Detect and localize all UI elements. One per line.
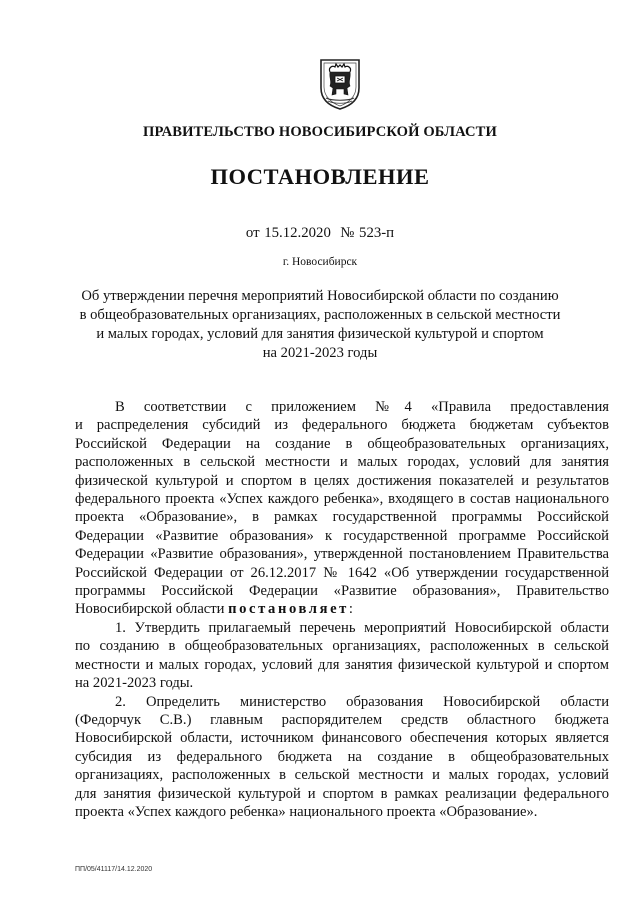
body-line: (Федорчук С.В.) главным распорядителем средств областного бюджета: [75, 711, 609, 728]
body-line: Федерации «Развитие образования» к государственной программе Российской: [75, 527, 609, 544]
decree-word: постановляет: [228, 601, 349, 618]
body-line: местности и малых городах, условий для занятия физической культурой и спортом: [75, 656, 609, 673]
decree-suffix: :: [348, 601, 353, 618]
body-line: организациях, расположенных в сельской местности и малых городах, условий: [75, 767, 609, 784]
document-date-number: от 15.12.2020 № 523-п: [245, 225, 395, 241]
subject-line: на 2021-2023 годы: [262, 345, 378, 361]
body-line: Новосибирской области, источником финансового обеспечения которых является: [75, 730, 609, 747]
body-line: расположенных в сельской местности и малых городах, условий для занятия: [75, 454, 609, 471]
document-body: [75, 398, 609, 821]
subject-line: в общеобразовательных организациях, расположенных в сельской местности: [79, 307, 561, 323]
body-line: 1. Утвердить прилагаемый перечень мероприятий Новосибирской области: [115, 619, 609, 636]
body-line: и распределения субсидий из федерального бюджета бюджетам субъектов: [75, 417, 609, 434]
subject-line: Об утверждении перечня мероприятий Новосибирской области по созданию: [81, 288, 559, 304]
body-line: 2. Определить министерство образования Новосибирской области: [115, 693, 609, 710]
preamble-paragraph: [75, 398, 609, 619]
document-subject: [70, 287, 570, 363]
decree-prefix: Новосибирской области: [75, 601, 229, 618]
body-line: для занятия физической культурой и спортом в рамках реализации федерального: [75, 785, 609, 802]
item-2-paragraph: [75, 693, 609, 822]
issue-city: г. Новосибирск: [282, 256, 358, 268]
body-line: проекта «Успех каждого ребенка» национального проекта «Образование».: [75, 803, 538, 820]
body-line: Российской Федерации на создание в общеобразовательных организациях,: [75, 435, 609, 452]
government-title: ПРАВИТЕЛЬСТВО НОВОСИБИРСКОЙ ОБЛАСТИ: [143, 124, 497, 140]
document-code: ПП/05/41117/14.12.2020: [75, 866, 153, 873]
body-line: федерального проекта «Успех каждого ребенка», входящего в состав национального: [75, 491, 609, 508]
item-1-paragraph: [75, 619, 609, 693]
body-line: Российской Федерации от 26.12.2017 № 1642 «Об утверждении государственной: [75, 564, 609, 581]
body-line: В соответствии с приложением №4 «Правила предоставления: [115, 399, 609, 415]
body-line-decree: [75, 600, 609, 618]
document-type-title: ПОСТАНОВЛЕНИЕ: [210, 164, 430, 189]
body-line: Федерации «Развитие образования», утвержденной постановлением Правительства: [75, 546, 609, 563]
coat-of-arms-icon: [318, 58, 362, 110]
body-line: на 2021-2023 годы.: [75, 675, 194, 692]
body-line: субсидия из федерального бюджета на создание в общеобразовательных: [75, 748, 609, 765]
body-line: проекта «Образование», в рамках государственной программы Российской: [75, 509, 609, 526]
body-line: физической культурой и спортом в целях достижения показателей и результатов: [75, 472, 609, 489]
subject-line: и малых городах, условий для занятия физической культурой и спортом: [96, 326, 544, 342]
body-line: по созданию в общеобразовательных организациях, расположенных в сельской: [75, 638, 609, 655]
body-line: программы Российской Федерации «Развитие образования», Правительство: [75, 583, 609, 600]
